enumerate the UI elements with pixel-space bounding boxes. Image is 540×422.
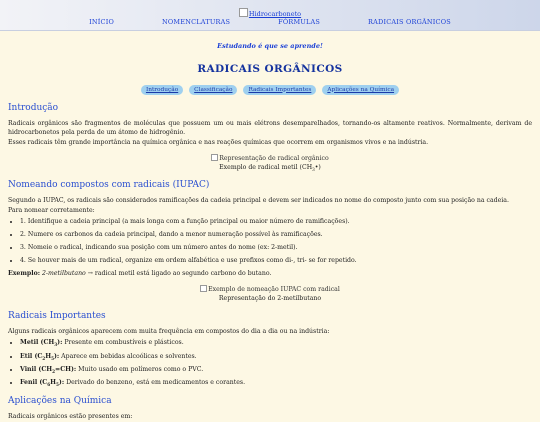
pill-aplicacoes[interactable]: Aplicações na Química <box>322 85 399 95</box>
section-pills <box>0 85 540 95</box>
logo-alt-text: Hidrocarboneto <box>248 10 302 18</box>
list-item: • Metil $(CH_3)$: Presente em combustíveis e plásticos. <box>20 339 532 348</box>
nav-formulas[interactable]: FÓRMULAS <box>278 18 321 26</box>
naming-figure-alt: Exemplo de nomeação IUPAC com radical <box>208 286 340 294</box>
naming-paragraph-1: Segundo a IUPAC, os radicais são considerados ramificações da cadeia principal e devem ser indicados no nome do composto junto com sua posição na cadeia. <box>8 197 509 205</box>
list-item: • Vinil $(CH_2=CH)$: Muito usado em polímeros como o PVC. <box>20 366 532 375</box>
applications-paragraph: Radicais orgânicos estão presentes em: <box>8 412 133 420</box>
header-bar <box>0 0 540 31</box>
intro-paragraph-1: Radicais orgânicos são fragmentos de moléculas que possuem um ou mais elétrons desemparelhados, tornando-os altamente reativos. Normalmente, derivam de hidrocarbonetos pela perda de um átomo de hidrogênio. <box>8 120 532 137</box>
list-item: • 3. Nomeie o radical, indicando sua posição com um número antes do nome (ex: 2-metil). <box>20 244 532 253</box>
applications-heading: Aplicações na Química <box>8 395 112 406</box>
naming-example: Exemplo: 2-metilbutano → radical metil está ligado ao segundo carbono do butano. <box>8 270 272 278</box>
broken-image-icon <box>200 285 207 292</box>
pill-classificacao[interactable]: Classificação <box>189 85 237 95</box>
main-nav <box>0 18 540 28</box>
list-item: • 2. Numere os carbonos da cadeia principal, dando a menor numeração possível às ramificações. <box>20 231 532 240</box>
naming-steps <box>8 218 532 266</box>
logo-link[interactable] <box>239 10 301 18</box>
naming-heading: Nomeando compostos com radicais (IUPAC) <box>8 180 210 191</box>
nav-inicio[interactable]: INÍCIO <box>89 18 115 26</box>
intro-figure-caption: Exemplo de radical metil $(CH_3•)$ <box>219 164 321 173</box>
nav-radicais-organicos[interactable]: RADICAIS ORGÂNICOS <box>368 18 451 26</box>
naming-figure-caption: Representação do 2-metilbutano <box>218 295 322 303</box>
important-list <box>8 339 532 388</box>
pill-introducao[interactable]: Introdução <box>141 85 183 95</box>
tagline: Estudando é que se aprende! <box>217 42 323 50</box>
naming-figure <box>8 285 532 304</box>
broken-image-icon <box>211 154 218 161</box>
intro-paragraph-2: Esses radicais têm grande importância na química orgânica e nas reações químicas que ocorrem em organismos vivos e na indústria. <box>8 139 429 147</box>
important-heading: Radicais Importantes <box>8 311 106 322</box>
broken-image-icon <box>239 8 248 17</box>
page-title: RADICAIS ORGÂNICOS <box>197 63 343 76</box>
intro-heading: Introdução <box>8 103 59 114</box>
intro-figure <box>8 154 532 173</box>
intro-figure-alt: Representação de radical orgânico <box>219 155 329 163</box>
list-item: • 1. Identifique a cadeia principal (a mais longa com a função principal ou maior número de ramificações). <box>20 218 532 227</box>
naming-paragraph-2: Para nomear corretamente: <box>8 207 95 215</box>
pill-radicais-importantes[interactable]: Radicais Importantes <box>243 85 316 95</box>
nav-nomenclaturas[interactable]: NOMENCLATURAS <box>161 18 231 26</box>
important-paragraph: Alguns radicais orgânicos aparecem com muita frequência em compostos do dia a dia ou na indústria: <box>8 328 330 336</box>
list-item: • Etil $(C_2H_5)$: Aparece em bebidas alcoólicas e solventes. <box>20 353 532 362</box>
main-content <box>0 102 540 422</box>
list-item: • 4. Se houver mais de um radical, organize em ordem alfabética e use prefixos como di-, tri- se for repetido. <box>20 257 532 266</box>
list-item: • Fenil $(C_6H_5)$: Derivado do benzeno, está em medicamentos e corantes. <box>20 379 532 388</box>
